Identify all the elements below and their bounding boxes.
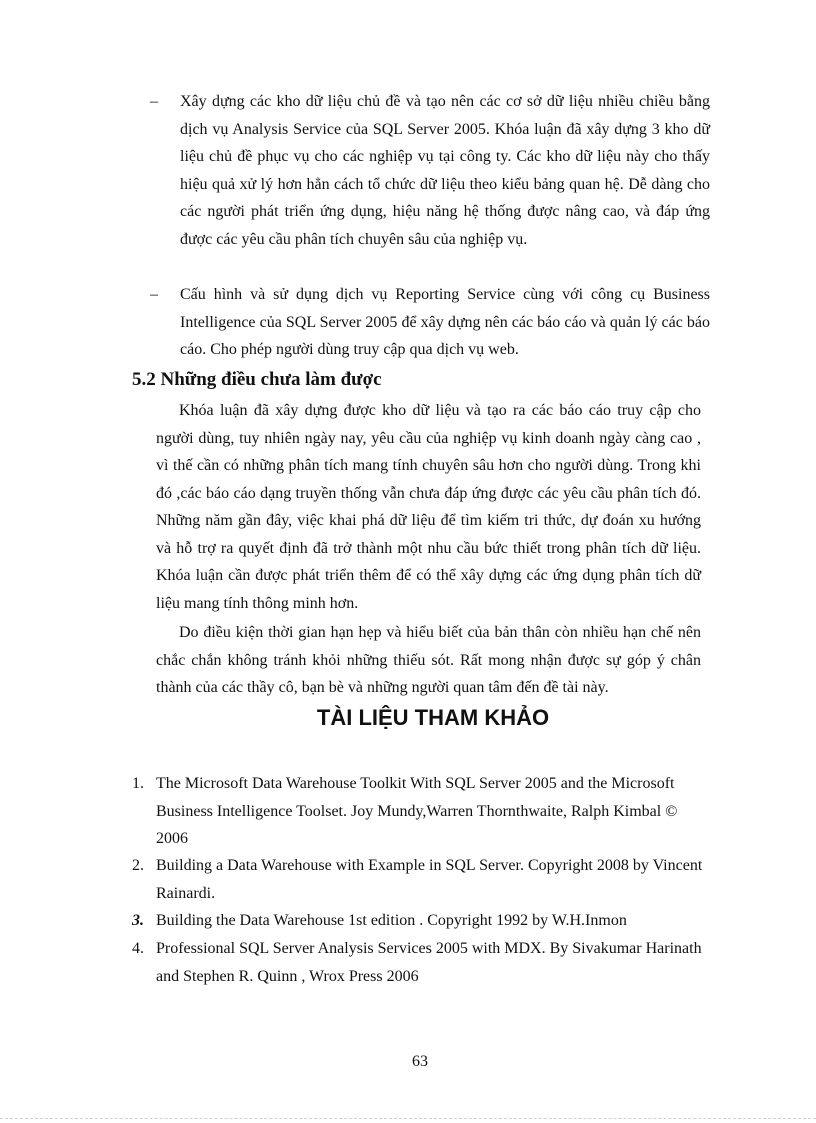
- bullet-item: [150, 281, 710, 364]
- reference-text: The Microsoft Data Warehouse Toolkit With SQL Server 2005 and the Microsoft Business Intelligence Toolset. Joy Mundy,Warren Thornthwaite, Ralph Kimbal © 2006: [156, 775, 678, 847]
- reference-number: 3.: [132, 912, 144, 929]
- bullet-item: [150, 88, 710, 253]
- bullet-text: Xây dựng các kho dữ liệu chủ đề và tạo nên các cơ sở dữ liệu nhiều chiều bằng dịch vụ Analysis Service của SQL Server 2005. Khóa luận đã xây dựng 3 kho dữ liệu chủ đề phục vụ cho các nghiệp vụ tại công ty. Các kho dữ liệu này cho thấy hiệu quả xử lý hơn hẳn cách tổ chức dữ liệu theo kiểu bảng quan hệ. Dễ dàng cho các người phát triển ứng dụng, hiệu năng hệ thống được nâng cao, và đáp ứng được các yêu cầu phân tích chuyên sâu của nghiệp vụ.: [180, 93, 710, 248]
- reference-text: Building a Data Warehouse with Example in SQL Server. Copyright 2008 by Vincent Rainardi.: [156, 857, 703, 902]
- reference-item: [132, 852, 712, 907]
- reference-item: [132, 770, 712, 853]
- bullet-marker: –: [150, 286, 158, 303]
- reference-number: 1.: [132, 775, 144, 792]
- body-paragraph: Khóa luận đã xây dựng được kho dữ liệu và tạo ra các báo cáo truy cập cho người dùng, tuy nhiên ngày nay, yêu cầu của nghiệp vụ kinh doanh ngày càng cao , vì thế cần có những phân tích mang tính chuyên sâu hơn cho người dùng. Trong khi đó ,các báo cáo dạng truyền thống vẫn chưa đáp ứng được các yêu cầu phân tích đó. Những năm gần đây, việc khai phá dữ liệu để tìm kiếm tri thức, dự đoán xu hướng và hỗ trợ ra quyết định đã trở thành một nhu cầu bức thiết trong phân tích dữ liệu. Khóa luận cần được phát triển thêm để có thể xây dựng các ứng dụng phân tích dữ liệu mang tính thông minh hơn.: [156, 402, 701, 612]
- page-bottom-divider: [0, 1118, 816, 1119]
- reference-text: Professional SQL Server Analysis Services 2005 with MDX. By Sivakumar Harinath and Stephen R. Quinn , Wrox Press 2006: [156, 940, 702, 985]
- section-heading: 5.2 Những điều chưa làm được: [132, 369, 382, 390]
- references-title: TÀI LIỆU THAM KHẢO: [316, 705, 550, 730]
- reference-text: Building the Data Warehouse 1st edition . Copyright 1992 by W.H.Inmon: [156, 912, 627, 929]
- reference-number: 2.: [132, 857, 144, 874]
- reference-number: 4.: [132, 940, 144, 957]
- body-paragraph: Do điều kiện thời gian hạn hẹp và hiểu biết của bản thân còn nhiều hạn chế nên chắc chắn không tránh khỏi những thiếu sót. Rất mong nhận được sự góp ý chân thành của các thầy cô, bạn bè và những người quan tâm đến đề tài này.: [156, 624, 701, 696]
- reference-item: [132, 907, 712, 935]
- reference-item: [132, 935, 712, 990]
- bullet-text: Cấu hình và sử dụng dịch vụ Reporting Service cùng với công cụ Business Intelligence của SQL Server 2005 để xây dựng nên các báo cáo và quản lý các báo cáo. Cho phép người dùng truy cập qua dịch vụ web.: [180, 286, 710, 358]
- page-number: 63: [412, 1053, 428, 1070]
- bullet-marker: –: [150, 93, 158, 110]
